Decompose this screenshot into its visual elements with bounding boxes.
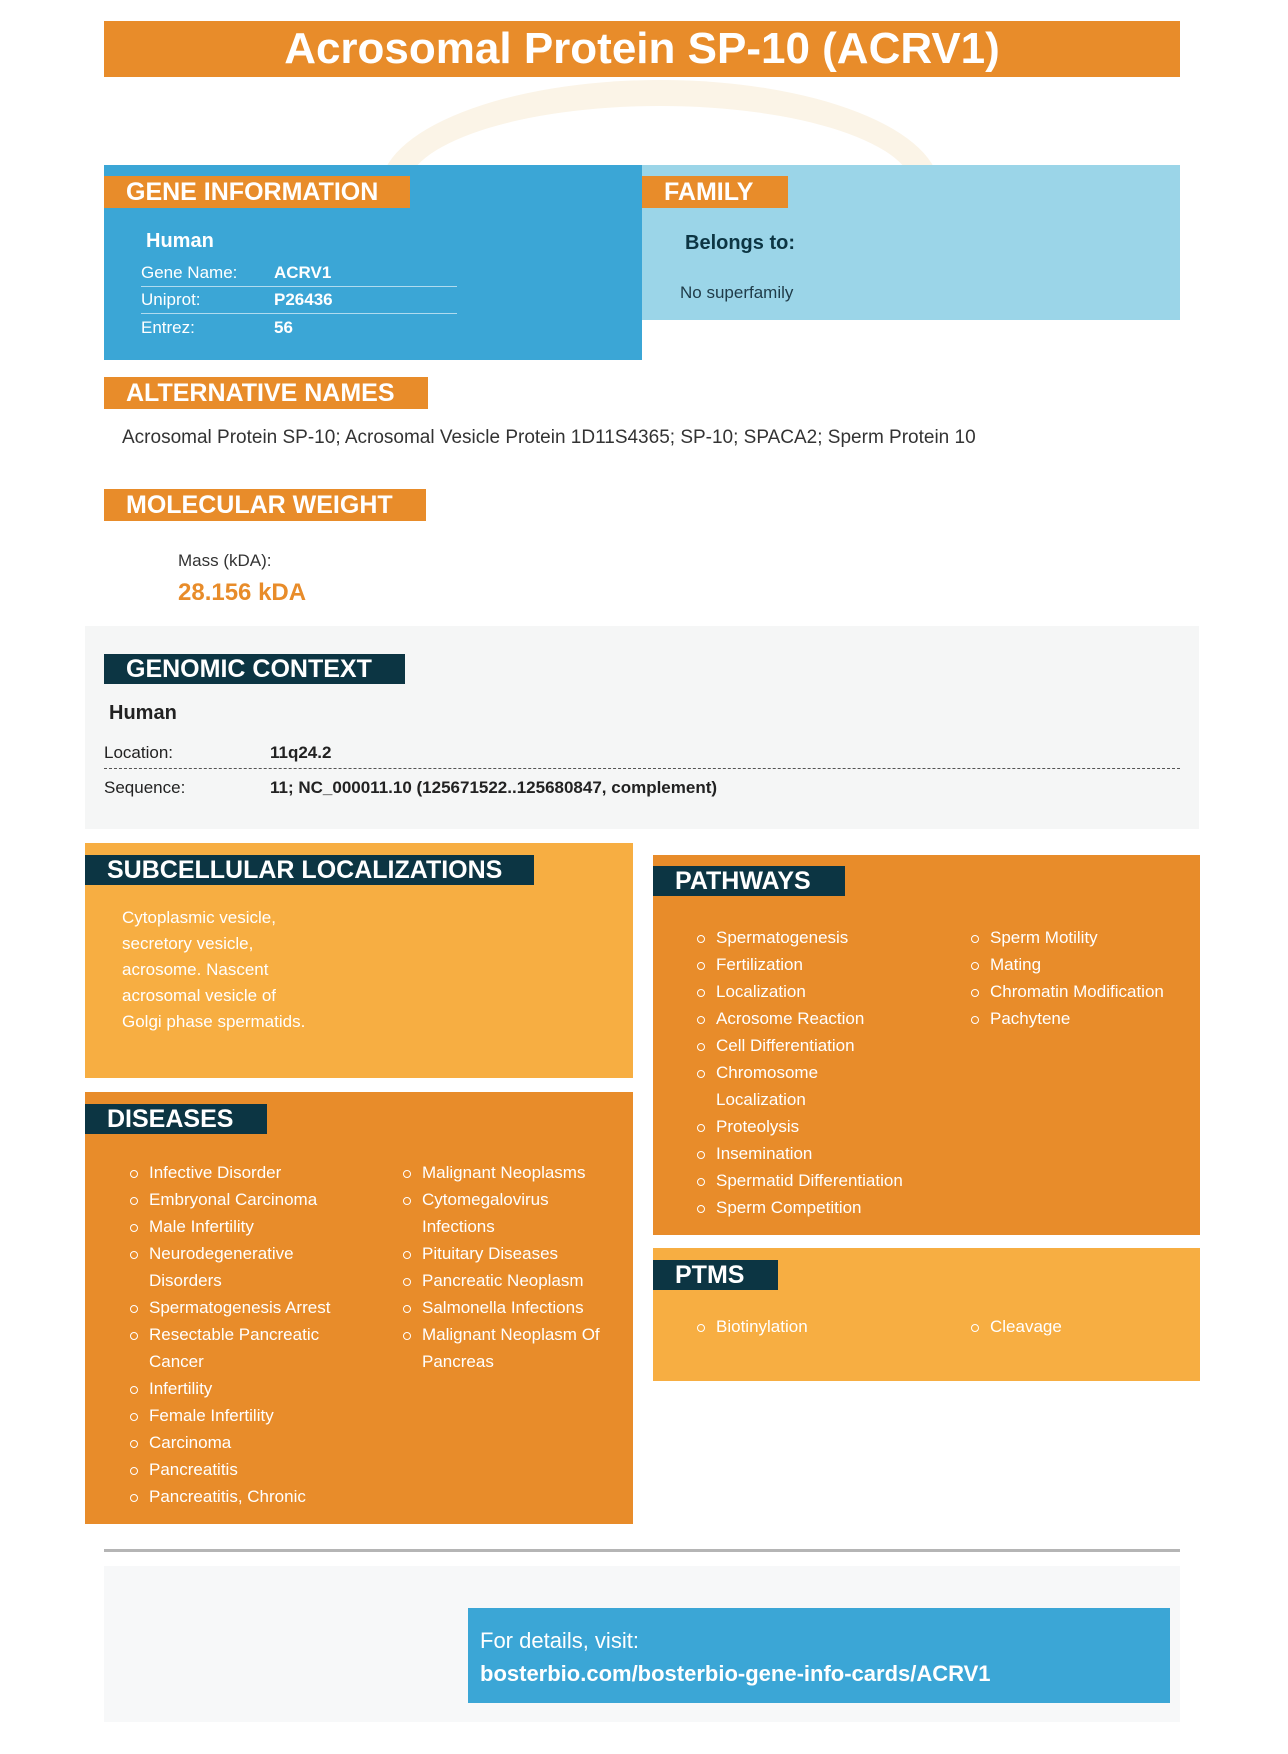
entrez-value: 56	[274, 318, 293, 337]
gene-name-value: ACRV1	[274, 263, 332, 282]
disease-item	[403, 1321, 623, 1375]
pathway-item	[697, 978, 947, 1005]
ptm-item	[697, 1313, 947, 1340]
pathway-item	[971, 951, 1191, 978]
genomic-context-header: GENOMIC CONTEXT	[104, 654, 405, 684]
disease-item-text: Carcinoma	[149, 1433, 232, 1452]
uniprot-label: Uniprot:	[141, 290, 201, 309]
disease-item-text: Cytomegalovirus	[422, 1190, 549, 1209]
disease-item	[130, 1213, 380, 1240]
pathway-item	[697, 1140, 947, 1167]
alternative-names-text: Acrosomal Protein SP-10; Acrosomal Vesicle Protein 1D11S4365; SP-10; SPACA2; Sperm Protein 10	[122, 427, 976, 448]
pathway-item	[697, 924, 947, 951]
family-section	[642, 165, 1180, 320]
disease-item	[130, 1240, 380, 1294]
genomic-species: Human	[109, 702, 177, 724]
disease-item-text: Pancreatitis, Chronic	[149, 1487, 306, 1506]
disease-item-text: Infections	[422, 1217, 495, 1236]
disease-item-text: Pancreatic Neoplasm	[422, 1271, 584, 1290]
location-row	[104, 736, 1180, 769]
disease-item	[130, 1186, 380, 1213]
disease-item	[403, 1159, 623, 1186]
disease-item-text: Resectable Pancreatic	[149, 1325, 320, 1344]
ptm-item	[971, 1313, 1191, 1340]
disease-item	[130, 1159, 380, 1186]
pathways-list-col2	[971, 924, 1191, 1032]
disease-item-text: Infective Disorder	[149, 1163, 282, 1182]
ptms-list-col2	[971, 1313, 1191, 1340]
diseases-header: DISEASES	[85, 1104, 267, 1134]
ptms-section	[653, 1248, 1200, 1381]
subcellular-line: Golgi phase spermatids.	[122, 1012, 306, 1031]
subcellular-localizations-section	[85, 843, 633, 1078]
disease-item-text: Pancreas	[422, 1352, 494, 1371]
ptms-header: PTMS	[653, 1260, 778, 1290]
disease-item-text: Pituitary Diseases	[422, 1244, 559, 1263]
disease-item	[130, 1321, 380, 1375]
pathway-item-text: Chromosome	[716, 1063, 819, 1082]
gene-information-header: GENE INFORMATION	[104, 176, 410, 208]
pathway-item-text: Mating	[990, 955, 1042, 974]
disease-item-text: Salmonella Infections	[422, 1298, 584, 1317]
entrez-row	[141, 314, 457, 341]
sequence-label: Sequence:	[104, 778, 186, 797]
disease-item	[130, 1456, 380, 1483]
molecular-weight-header: MOLECULAR WEIGHT	[104, 489, 426, 521]
mass-value: 28.156 kDA	[178, 579, 307, 606]
diseases-list-col2	[403, 1159, 623, 1375]
pathway-item	[971, 978, 1191, 1005]
gene-species: Human	[146, 230, 214, 252]
disease-item-text: Embryonal Carcinoma	[149, 1190, 318, 1209]
pathway-item-text: Localization	[716, 982, 806, 1001]
pathway-item-text: Cell Differentiation	[716, 1036, 855, 1055]
pathway-item	[971, 1005, 1191, 1032]
disease-item	[403, 1240, 623, 1267]
disease-item	[130, 1375, 380, 1402]
genomic-context-section	[85, 626, 1199, 829]
sequence-value: 11; NC_000011.10 (125671522..125680847, complement)	[270, 778, 718, 797]
disease-item	[130, 1294, 380, 1321]
pathway-item-text: Spermatogenesis	[716, 928, 849, 947]
disease-item-text: Male Infertility	[149, 1217, 254, 1236]
family-header: FAMILY	[642, 176, 788, 208]
ptm-item-text: Biotinylation	[716, 1317, 808, 1336]
uniprot-value: P26436	[274, 290, 333, 309]
pathways-list-col1	[697, 924, 947, 1221]
pathway-item-text: Chromatin Modification	[990, 982, 1164, 1001]
disease-item-text: Malignant Neoplasms	[422, 1163, 586, 1182]
disease-item-text: Pancreatitis	[149, 1460, 238, 1479]
footer-details-box[interactable]	[468, 1608, 1170, 1703]
pathway-item-text: Insemination	[716, 1144, 813, 1163]
disease-item	[403, 1186, 623, 1240]
disease-item-text: Malignant Neoplasm Of	[422, 1325, 600, 1344]
pathway-item	[697, 1005, 947, 1032]
pathway-item	[697, 951, 947, 978]
family-value: No superfamily	[680, 283, 794, 302]
location-value: 11q24.2	[270, 743, 332, 762]
pathway-item-text: Proteolysis	[716, 1117, 800, 1136]
disease-item	[130, 1483, 380, 1510]
diseases-section	[85, 1092, 633, 1524]
subcellular-line: Cytoplasmic vesicle,	[122, 908, 276, 927]
subcellular-text	[122, 905, 305, 1035]
footer-divider	[104, 1549, 1180, 1552]
pathways-section	[653, 855, 1200, 1235]
subcellular-line: acrosome. Nascent	[122, 960, 269, 979]
disease-item-text: Disorders	[149, 1271, 222, 1290]
disease-item	[403, 1294, 623, 1321]
gene-name-label: Gene Name:	[141, 263, 238, 282]
uniprot-row	[141, 286, 457, 314]
pathway-item	[697, 1059, 947, 1113]
subcellular-header: SUBCELLULAR LOCALIZATIONS	[85, 855, 534, 885]
disease-item-text: Spermatogenesis Arrest	[149, 1298, 331, 1317]
pathway-item	[697, 1167, 947, 1194]
mass-label: Mass (kDA):	[178, 551, 272, 570]
subcellular-line: secretory vesicle,	[122, 934, 254, 953]
alternative-names-header: ALTERNATIVE NAMES	[104, 377, 428, 409]
footer-visit-label: For details, visit:	[480, 1628, 639, 1653]
ptms-list-col1	[697, 1313, 947, 1340]
pathway-item	[971, 924, 1191, 951]
entrez-label: Entrez:	[141, 318, 195, 337]
pathway-item-text: Sperm Motility	[990, 928, 1098, 947]
footer-link[interactable]: bosterbio.com/bosterbio-gene-info-cards/ACRV1	[480, 1661, 991, 1686]
family-belongs-label: Belongs to:	[685, 232, 795, 254]
disease-item	[130, 1402, 380, 1429]
page-title: Acrosomal Protein SP-10 (ACRV1)	[104, 21, 1180, 77]
pathway-item	[697, 1032, 947, 1059]
pathway-item-text: Fertilization	[716, 955, 803, 974]
disease-item	[403, 1267, 623, 1294]
pathway-item-text: Pachytene	[990, 1009, 1071, 1028]
disease-item-text: Female Infertility	[149, 1406, 274, 1425]
sequence-row	[104, 771, 1180, 801]
pathway-item-text: Localization	[716, 1090, 806, 1109]
pathways-header: PATHWAYS	[653, 866, 845, 896]
pathway-item	[697, 1113, 947, 1140]
ptm-item-text: Cleavage	[990, 1317, 1062, 1336]
gene-name-row	[141, 259, 457, 287]
subcellular-line: acrosomal vesicle of	[122, 986, 277, 1005]
location-label: Location:	[104, 743, 173, 762]
pathway-item	[697, 1194, 947, 1221]
pathway-item-text: Acrosome Reaction	[716, 1009, 865, 1028]
diseases-list-col1	[130, 1159, 380, 1510]
gene-information-section	[104, 165, 642, 360]
disease-item-text: Neurodegenerative	[149, 1244, 294, 1263]
pathway-item-text: Sperm Competition	[716, 1198, 862, 1217]
disease-item	[130, 1429, 380, 1456]
disease-item-text: Infertility	[149, 1379, 213, 1398]
pathway-item-text: Spermatid Differentiation	[716, 1171, 903, 1190]
disease-item-text: Cancer	[149, 1352, 204, 1371]
